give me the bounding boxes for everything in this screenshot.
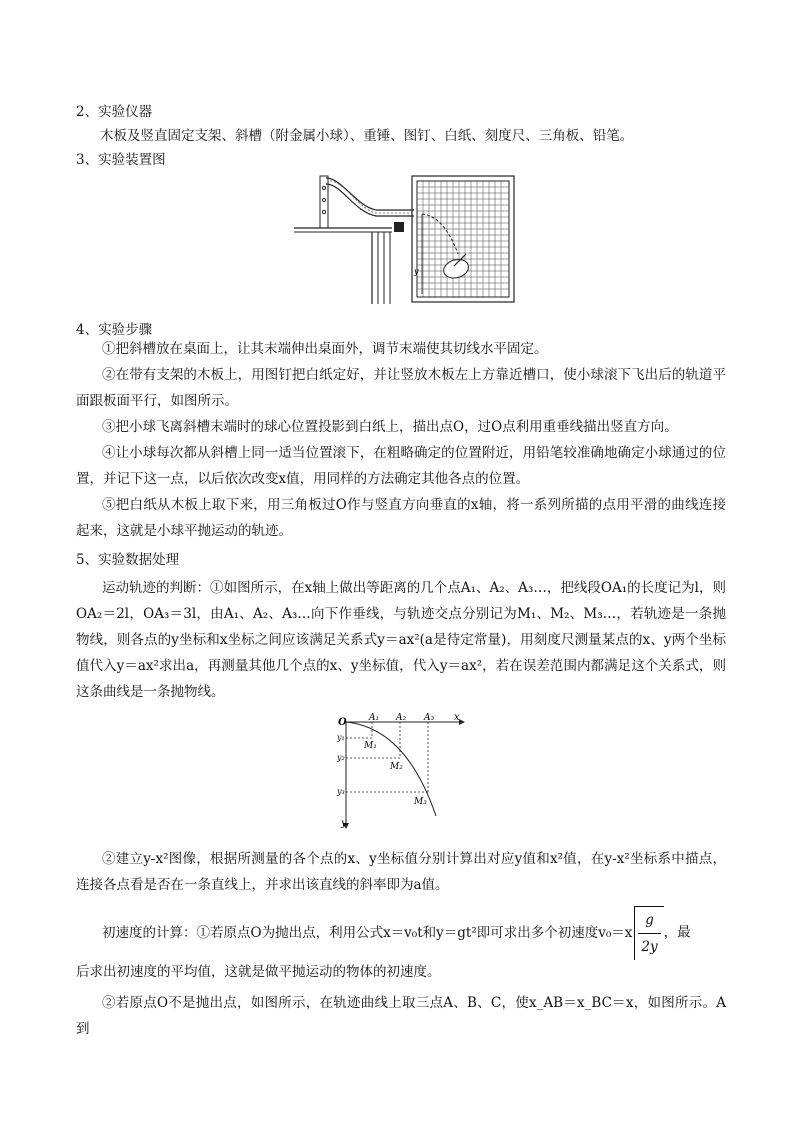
sec5-para3 bbox=[76, 906, 736, 960]
label-M2: M₂ bbox=[390, 762, 403, 772]
label-A3: A₃ bbox=[424, 713, 435, 723]
label-A1: A₁ bbox=[369, 713, 380, 723]
sec2-heading: 2、实验仪器 bbox=[76, 104, 153, 120]
step-2: ②在带有支架的木板上，用图钉把白纸定好，并让竖放木板左上方靠近槽口，使小球滚下飞出后的轨道平面跟板面平行，如图所示。 bbox=[76, 367, 726, 409]
step-4: ④让小球每次都从斜槽上同一适当位置滚下，在粗略确定的位置附近，用铅笔较准确地确定小球通过的位置，并记下这一点，以后依次改变x值，用同样的方法确定其他各点的位置。 bbox=[76, 445, 726, 487]
step-3: ③把小球飞离斜槽末端时的球心位置投影到白纸上，描出点O，过O点利用重垂线描出竖直方向。 bbox=[102, 419, 678, 435]
sec4-heading: 4、实验步骤 bbox=[76, 322, 153, 338]
label-M3: M₃ bbox=[414, 797, 427, 807]
label-y: y bbox=[341, 818, 347, 829]
sec3-heading: 3、实验装置图 bbox=[76, 152, 166, 168]
label-y1: y₁ bbox=[337, 733, 345, 742]
sec5-heading: 5、实验数据处理 bbox=[76, 552, 180, 568]
frac-numerator: g bbox=[638, 907, 660, 934]
sec5-para4: ②若原点O不是抛出点，如图所示，在轨迹曲线上取三点A、B、C，使x_AB＝x_BC＝x，如图所示。A到 bbox=[76, 995, 726, 1037]
sec5-para2: ②建立y-x²图像，根据所测量的各个点的x、y坐标值分别计算出对应y值和x²值，在y-x²坐标系中描点，连接各点看是否在一条直线上，并求出该直线的斜率即为a值。 bbox=[76, 851, 726, 893]
label-M1: M₁ bbox=[364, 741, 377, 751]
step-1: ①把斜槽放在桌面上，让其末端伸出桌面外，调节末端使其切线水平固定。 bbox=[102, 341, 548, 357]
svg-text:y: y bbox=[414, 267, 419, 276]
para3-text-b: ，最 bbox=[663, 924, 691, 941]
label-y2: y₂ bbox=[337, 753, 345, 762]
apparatus-figure bbox=[294, 170, 516, 306]
step-5: ⑤把白纸从木板上取下来，用三角板过O作与竖直方向垂直的x轴，将一系列所描的点用平滑的曲线连接起来，这就是小球平抛运动的轨迹。 bbox=[76, 497, 726, 539]
label-A2: A₂ bbox=[396, 713, 407, 723]
sec5-para1: 运动轨迹的判断：①如图所示，在x轴上做出等距离的几个点A₁、A₂、A₃…，把线段OA₁的长度记为l，则OA₂＝2l，OA₃＝3l，由A₁、A₂、A₃…向下作垂线，与轨迹交点分别记为M₁、M₂、M₃…，若轨迹是一条抛物线，则各点的y坐标和x坐标之间应该满足关系式y＝ax²(a是待定常量)，用刻度尺测量某点的x、y两个坐标值代入y＝ax²求出a，再测量其他几个点的x、y坐标值，代入y＝ax²，若在误差范围内都满足这个关系式，则这条曲线是一条抛物线。 bbox=[76, 580, 726, 700]
para3-text-a: 初速度的计算：①若原点O为抛出点，利用公式x＝v₀t和y＝gt²即可求出多个初速度v₀＝x bbox=[102, 924, 633, 941]
label-x: x bbox=[454, 712, 460, 723]
label-O: O bbox=[338, 717, 347, 728]
sqrt-formula bbox=[634, 906, 663, 960]
frac-denominator: 2y bbox=[641, 939, 658, 955]
label-y3: y₃ bbox=[337, 787, 345, 796]
sec5-para3-cont: 后求出初速度的平均值，这就是做平抛运动的物体的初速度。 bbox=[76, 964, 441, 980]
trajectory-diagram bbox=[336, 712, 470, 834]
sec2-text: 木板及竖直固定支架、斜槽（附金属小球）、重锤、图钉、白纸、刻度尺、三角板、铅笔。 bbox=[100, 128, 634, 144]
